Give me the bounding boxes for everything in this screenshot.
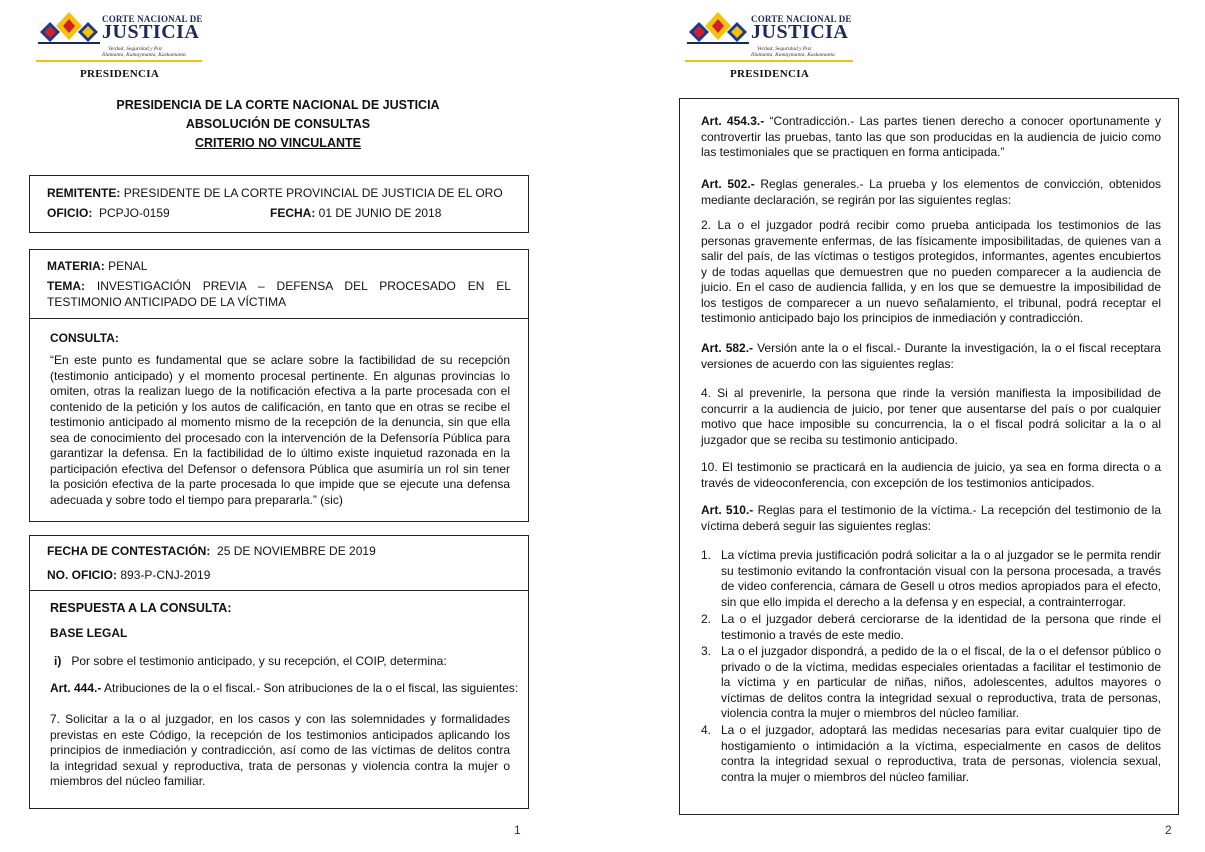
art4543-paragraph: [701, 114, 1161, 161]
art510-item-number: 3.: [701, 644, 712, 658]
art502-text: Reglas generales.- La prueba y los elementos de convicción, obtenidos mediante declaración, se regirán por las siguientes reglas:: [701, 177, 1161, 207]
response-separator: [30, 590, 528, 591]
fecha-label: FECHA:: [270, 206, 316, 220]
court-logo: [36, 6, 206, 68]
art502-item-2: 2. La o el juzgador podrá recibir como prueba anticipada los testimonios de las personas gravemente enfermas, de las físicamente imposibilitadas, de quienes van a salir del país, de las víctimas o testigos protegidos, informantes, agentes encubiertos y de todas aquellas que demuestren que no pueden comparecer a la audiencia de juicio. En el caso de audiencia fallida, y en los que se demuestre la imposibilidad de los testigos de comparecer a un nuevo señalamiento, el tribunal, podrá receptar el testimonio anticipado bajo los principios de inmediación y contradicción.: [701, 218, 1161, 325]
title-line-3: CRITERIO NO VINCULANTE: [195, 136, 361, 150]
base-legal-heading: BASE LEGAL: [50, 626, 128, 640]
art510-item: [701, 548, 1161, 610]
sender-box: [29, 175, 529, 233]
art4543-text: “Contradicción.- Las partes tienen derecho a conocer oportunamente y controvertir las pruebas, tanto las que son producidas en la audiencia de juicio como las testimoniales que se practiquen en forma anticipada.”: [701, 114, 1162, 159]
subject-separator: [30, 318, 528, 319]
art510-item: [701, 723, 1161, 785]
logo-org-line: CORTE NACIONAL DE: [102, 14, 203, 24]
page-number-1: 1: [514, 823, 521, 837]
art510-item-text: La o el juzgador dispondrá, a pedido de la o el fiscal, de la o el defensor público o privado o de la víctima, medidas especiales orientadas a facilitar el testimonio de la víctima y en particular de niñas, niños, adolescentes, adultos mayores o víctimas de delitos contra la integridad sexual o reproductiva, trata de personas, violencia contra la mujer o miembros del núcleo familiar.: [721, 644, 1161, 720]
logo-motto-2: Illamanta, Kamaymanta, Kaskamanta: [751, 52, 835, 58]
art510-item-number: 1.: [701, 548, 712, 562]
no-oficio-line: [47, 568, 210, 584]
art510-item: [701, 612, 1161, 643]
no-oficio-value: 893-P-CNJ-2019: [120, 568, 211, 582]
document-page-1: [0, 0, 600, 852]
remitente-label: REMITENTE:: [47, 186, 121, 200]
document-page-2: [601, 0, 1205, 852]
tema-line: [47, 279, 511, 310]
item-i: [54, 654, 447, 670]
header-office: PRESIDENCIA: [80, 68, 160, 80]
oficio-value: PCPJO-0159: [99, 206, 170, 220]
art4543-label: Art. 454.3.-: [701, 114, 765, 128]
response-box: [29, 535, 529, 809]
art582-item-4: 4. Si al prevenirle, la persona que rinde la versión manifiesta la imposibilidad de concurrir a la audiencia de juicio, por tener que ausentarse del país o por cualquier motivo que hace imposible su concurrencia, la o el fiscal podrá solicitar a la o al juzgador que se reciba su testimonio anticipado.: [701, 386, 1161, 447]
oficio-label: OFICIO:: [47, 206, 93, 220]
legal-text-box: [679, 98, 1179, 815]
item-i-text: Por sobre el testimonio anticipado, y su recepción, el COIP, determina:: [71, 654, 447, 668]
oficio-line: [47, 206, 170, 222]
art444-label: Art. 444.-: [50, 681, 102, 695]
header-office: PRESIDENCIA: [730, 68, 810, 80]
art510-item-text: La o el juzgador, adoptará las medidas necesarias para evitar cualquier tipo de hostigamiento o intimidación a la víctima, especialmente en casos de delitos contra la integridad sexual o reproductiva, trata de personas, violencia sexual, contra la mujer o miembros del núcleo familiar.: [721, 723, 1161, 784]
art510-text: Reglas para el testimonio de la víctima.- La recepción del testimonio de la víctima deberá seguir las siguientes reglas:: [701, 503, 1162, 533]
no-oficio-label: NO. OFICIO:: [47, 568, 117, 582]
fecha-line: [270, 206, 441, 222]
logo-motto-1: Verdad, Seguridad y Paz: [108, 46, 163, 52]
tema-value-2: TESTIMONIO ANTICIPADO DE LA VÍCTIMA: [47, 294, 287, 309]
art510-item-text: La o el juzgador deberá cerciorarse de la identidad de la persona que rinde el testimonio a través de este medio.: [721, 612, 1161, 642]
subject-box: [29, 249, 529, 522]
title-line-1: PRESIDENCIA DE LA CORTE NACIONAL DE JUSTICIA: [116, 98, 440, 112]
page-number-2: 2: [1165, 823, 1172, 837]
art510-item: [701, 644, 1161, 722]
art510-item-number: 2.: [701, 612, 712, 626]
art502-paragraph: [701, 177, 1161, 208]
respuesta-label: RESPUESTA A LA CONSULTA:: [50, 601, 232, 615]
art510-label: Art. 510.-: [701, 503, 754, 517]
header-rule: [36, 60, 202, 62]
art502-label: Art. 502.-: [701, 177, 755, 191]
logo-org-line: CORTE NACIONAL DE: [751, 14, 852, 24]
art582-text: Versión ante la o el fiscal.- Durante la investigación, la o el fiscal receptara versiones de acuerdo con las siguientes reglas:: [701, 341, 1161, 371]
document-title: [28, 96, 528, 153]
consulta-text: “En este punto es fundamental que se aclare sobre la factibilidad de su recepción (testimonio anticipado) y el momento procesal pertinente. En algunas provincias lo omiten, otras la realizan luego de la notificación efectiva a la parte procesada con el contenido de la petición y los autos de calificación, en tanto que en otras se recibe el testimonio anticipado al momento mismo de la recepción de la denuncia, sin que ella sea de conocimiento del procesado con la intervención de la Defensoría Pública para garantizar la defensa. En la factibilidad de lo último existe inquietud razonada en la participación efectiva del Defensor o defensora Pública que asumiría un rol sin tener la posición efectiva de la parte procesada lo que impide que se ejecute una defensa adecuada y sobre todo el tiempo para prepararla.” (sic): [50, 353, 510, 507]
art510-item-number: 4.: [701, 723, 712, 737]
remitente-value: PRESIDENTE DE LA CORTE PROVINCIAL DE JUSTICIA DE EL ORO: [123, 186, 503, 200]
logo-org-name: JUSTICIA: [751, 21, 849, 43]
court-logo: [685, 6, 855, 68]
tema-label: TEMA:: [47, 279, 85, 293]
remitente-line: [47, 186, 503, 202]
art444-text: Atribuciones de la o el fiscal.- Son atribuciones de la o el fiscal, las siguientes:: [104, 681, 519, 695]
consulta-label: CONSULTA:: [50, 331, 119, 345]
materia-label: MATERIA:: [47, 259, 105, 273]
materia-line: [47, 259, 147, 275]
logo-org-name: JUSTICIA: [102, 21, 200, 43]
contestacion-line: [47, 544, 376, 560]
art444-line: [50, 681, 518, 697]
art582-paragraph: [701, 341, 1161, 372]
art510-item-text: La víctima previa justificación podrá solicitar a la o al juzgador se le permita rendir su testimonio evitando la confrontación visual con la persona procesada, a través de video conferencia, cámara de Gesell u otros medios apropiados para el efecto, sin que ello impida el derecho a la defensa y en especial, a contrainterrogar.: [721, 548, 1161, 609]
contestacion-value: 25 DE NOVIEMBRE DE 2019: [217, 544, 376, 558]
art510-paragraph: [701, 503, 1161, 534]
art582-item-10: 10. El testimonio se practicará en la audiencia de juicio, ya sea en forma directa o a través de videoconferencia, con excepción de los testimonios anticipados.: [701, 460, 1161, 490]
logo-motto-2: Illamanta, Kamaymanta, Kaskamanta: [102, 52, 186, 58]
header-rule: [685, 60, 853, 62]
contestacion-label: FECHA DE CONTESTACIÓN:: [47, 544, 211, 558]
title-line-2: ABSOLUCIÓN DE CONSULTAS: [185, 117, 371, 131]
fecha-value: 01 DE JUNIO DE 2018: [318, 206, 442, 220]
art582-label: Art. 582.-: [701, 341, 754, 355]
ecuador-emblem-icon: [36, 8, 102, 46]
tema-value-1: INVESTIGACIÓN PREVIA – DEFENSA DEL PROCESADO EN EL: [96, 279, 511, 293]
materia-value: PENAL: [108, 259, 148, 273]
item-i-marker: i): [54, 654, 62, 668]
ecuador-emblem-icon: [685, 8, 751, 46]
art444-item-7: 7. Solicitar a la o al juzgador, en los casos y con las solemnidades y formalidades previstas en este Código, la recepción de los testimonios anticipados aplicando los principios de inmediación y contradicción, así como de las víctimas de delitos contra la integridad sexual y reproductiva, trata de personas y violencia contra la mujer o miembros del núcleo familiar.: [50, 712, 510, 788]
logo-motto-1: Verdad, Seguridad y Paz: [757, 46, 812, 52]
